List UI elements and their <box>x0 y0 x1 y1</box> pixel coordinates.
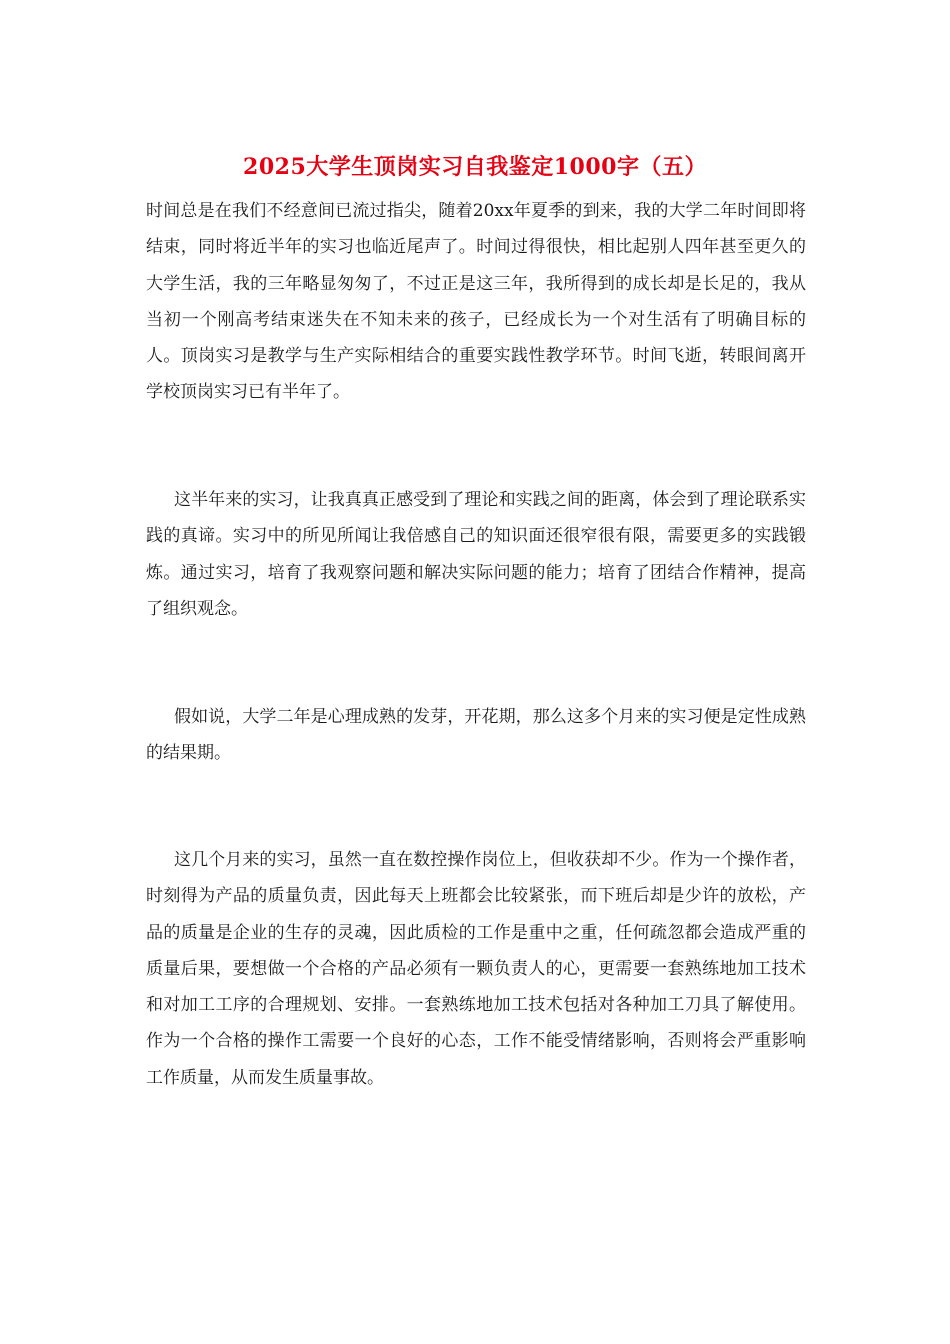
paragraph-2: 这半年来的实习，让我真真正感受到了理论和实践之间的距离，体会到了理论联系实践的真谛。实习中的所见所闻让我倍感自己的知识面还很窄很有限，需要更多的实践锻炼。通过实习，培育了我观察问题和解决实际问题的能力；培育了团结合作精神，提高了组织观念。 <box>146 490 806 619</box>
paragraph-1: 时间总是在我们不经意间已流过指尖，随着20xx年夏季的到来，我的大学二年时间即将结束，同时将近半年的实习也临近尾声了。时间过得很快，相比起别人四年甚至更久的大学生活，我的三年略显匆匆了，不过正是这三年，我所得到的成长却是长足的，我从当初一个刚高考结束迷失在不知未来的孩子，已经成长为一个对生活有了明确目标的人。顶岗实习是教学与生产实际相结合的重要实践性教学环节。时间飞逝，转眼间离开学校顶岗实习已有半年了。 <box>146 201 806 403</box>
document-title: 2025大学生顶岗实习自我鉴定1000字（五） <box>243 154 707 180</box>
paragraph-3: 假如说，大学二年是心理成熟的发芽，开花期，那么这多个月来的实习便是定性成熟的结果期。 <box>146 707 806 764</box>
paragraph-4: 这几个月来的实习，虽然一直在数控操作岗位上，但收获却不少。作为一个操作者，时刻得为产品的质量负责，因此每天上班都会比较紧张，而下班后却是少许的放松，产品的质量是企业的生存的灵魂，因此质检的工作是重中之重，任何疏忽都会造成严重的质量后果，要想做一个合格的产品必须有一颗负责人的心，更需要一套熟练地加工技术和对加工工序的合理规划、安排。一套熟练地加工技术包括对各种加工刀具了解使用。作为一个合格的操作工需要一个良好的心态，工作不能受情绪影响，否则将会严重影响工作质量，从而发生质量事故。 <box>146 850 806 1088</box>
